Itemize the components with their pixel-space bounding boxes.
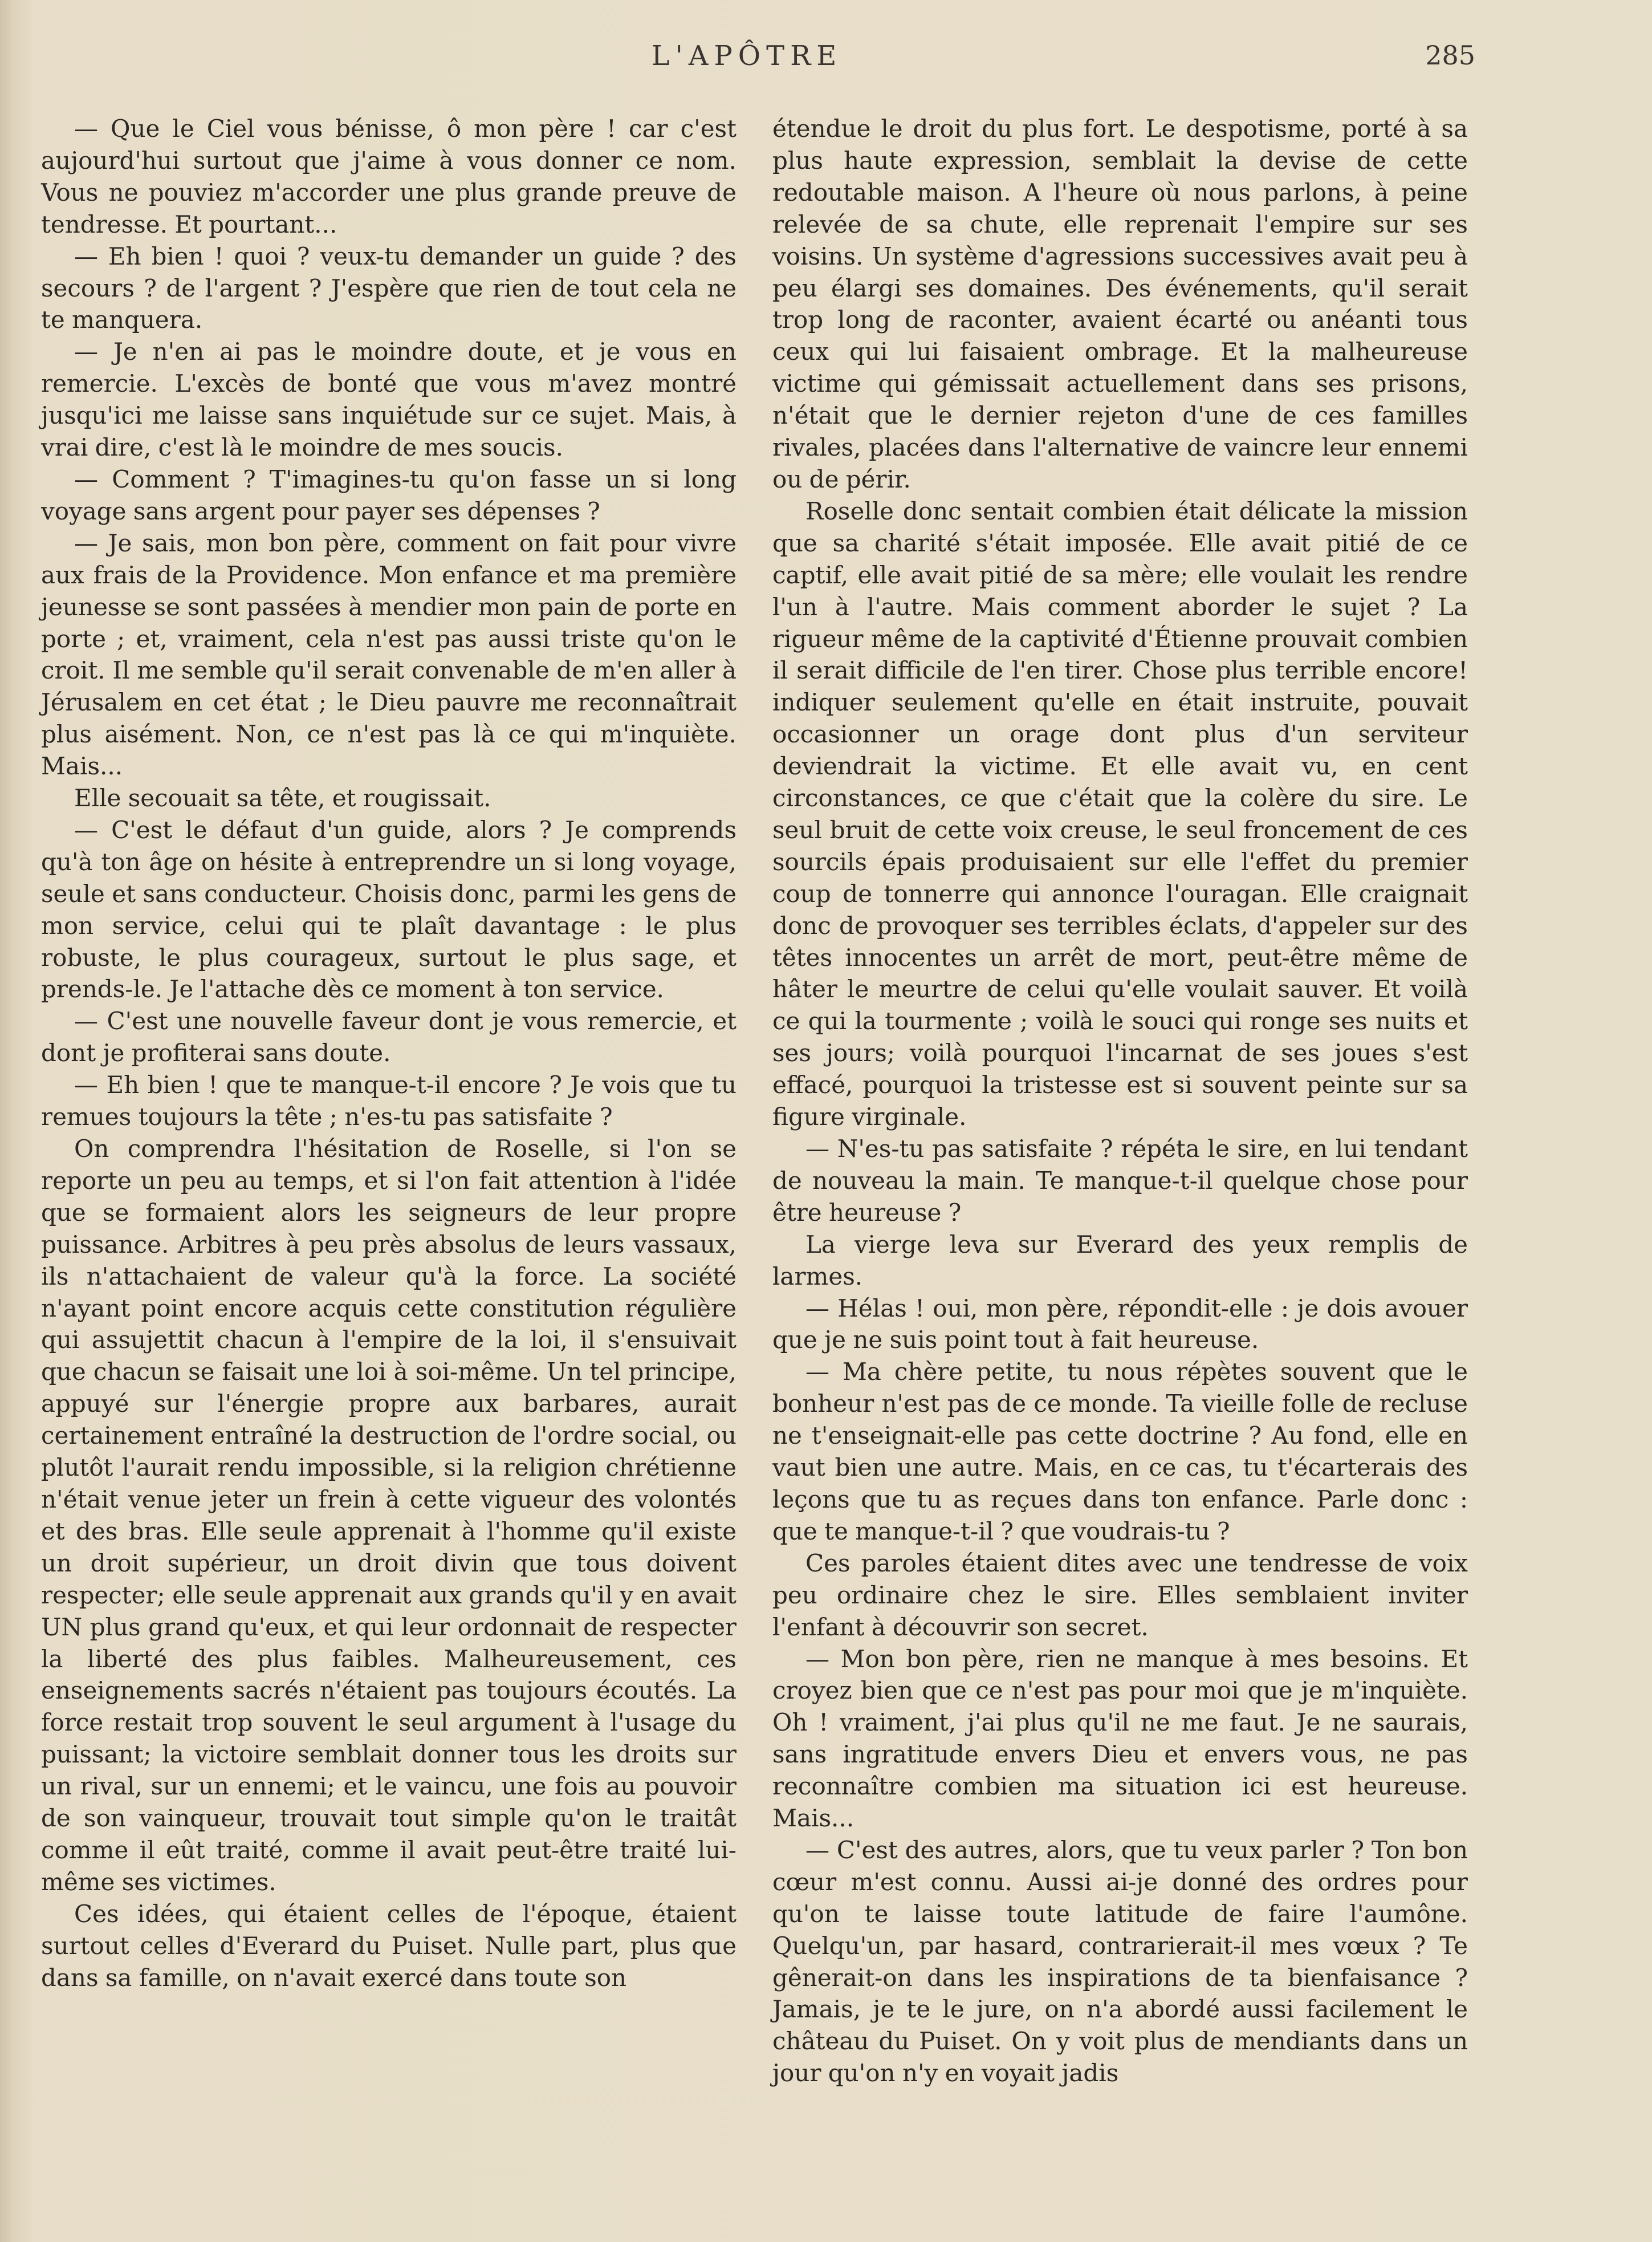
paragraph: — Eh bien ! quoi ? veux-tu demander un guide ? des secours ? de l'argent ? J'espère que rien de tout cela ne te manquera.	[41, 242, 737, 334]
paragraph: — Je n'en ai pas le moindre doute, et je vous en remercie. L'excès de bonté que vous m'avez montré jusqu'ici me laisse sans inquiétude sur ce sujet. Mais, à vrai dire, c'est là le moindre de mes soucis.	[41, 338, 737, 462]
paragraph: — Hélas ! oui, mon père, répondit-elle : je dois avouer que je ne suis point tout à fait heureuse.	[772, 1294, 1468, 1354]
right-column	[772, 113, 1468, 2089]
paragraph: — Eh bien ! que te manque-t-il encore ? Je vois que tu remues toujours la tête ; n'es-tu pas satisfaite ?	[41, 1071, 737, 1131]
paragraph: Elle secouait sa tête, et rougissait.	[74, 784, 491, 813]
paragraph: — Ma chère petite, tu nous répètes souvent que le bonheur n'est pas de ce monde. Ta vieille folle de recluse ne t'enseignait-elle pas cette doctrine ? Au fond, elle en vaut bien une autre. Mais, en ce cas, tu t'écarterais des leçons que tu as reçues dans ton enfance. Parle donc : que te manque-t-il ? que voudrais-tu ?	[772, 1358, 1468, 1545]
paragraph: — Comment ? T'imagines-tu qu'on fasse un si long voyage sans argent pour payer ses dépenses ?	[41, 465, 737, 525]
running-head: L'APÔTRE	[651, 40, 843, 72]
paragraph: Ces paroles étaient dites avec une tendresse de voix peu ordinaire chez le sire. Elles semblaient inviter l'enfant à découvrir son secret.	[772, 1549, 1468, 1641]
page-number: 285	[1425, 40, 1475, 71]
paragraph: — C'est des autres, alors, que tu veux parler ? Ton bon cœur m'est connu. Aussi ai-je donné des ordres pour qu'on te laisse toute latitude de faire l'aumône. Quelqu'un, par hasard, contrarierait-il mes vœux ? Te gênerait-on dans les inspirations de ta bienfaisance ? Jamais, je te le jure, on n'a abordé aussi facilement le château du Puiset. On y voit plus de mendiants dans un jour qu'on n'y en voyait jadis	[772, 1835, 1468, 2087]
paragraph: — Que le Ciel vous bénisse, ô mon père ! car c'est aujourd'hui surtout que j'aime à vous donner ce nom. Vous ne pouviez m'accorder une plus grande preuve de tendresse. Et pourtant...	[41, 115, 737, 238]
paragraph: — C'est une nouvelle faveur dont je vous remercie, et dont je profiterai sans doute.	[41, 1007, 737, 1067]
paragraph: — N'es-tu pas satisfaite ? répéta le sire, en lui tendant de nouveau la main. Te manque-t-il quelque chose pour être heureuse ?	[772, 1135, 1468, 1226]
paragraph: — Mon bon père, rien ne manque à mes besoins. Et croyez bien que ce n'est pas pour moi que je m'inquiète. Oh ! vraiment, j'ai plus qu'il ne me faut. Je ne saurais, sans ingratitude envers Dieu et envers vous, ne pas reconnaître combien ma situation ici est heureuse. Mais...	[772, 1644, 1468, 1833]
paragraph: — Je sais, mon bon père, comment on fait pour vivre aux frais de la Providence. Mon enfance et ma première jeunesse se sont passées à mendier mon pain de porte en porte ; et, vraiment, cela n'est pas aussi triste qu'on le croit. Il me semble qu'il serait convenable de m'en aller à Jérusalem en cet état ; le Dieu pauvre me reconnaîtrait plus aisément. Non, ce n'est pas là ce qui m'inquiète. Mais...	[41, 529, 737, 781]
paragraph: On comprendra l'hésitation de Roselle, si l'on se reporte un peu au temps, et si l'on fait attention à l'idée que se formaient alors les seigneurs de leur propre puissance. Arbitres à peu près absolus de leurs vassaux, ils n'attachaient de valeur qu'à la force. La société n'ayant point encore acquis cette constitution régulière qui assujettit chacun à l'empire de la loi, il s'ensuivait que chacun se faisait une loi à soi-même. Un tel principe, appuyé sur l'énergie propre aux barbares, aurait certainement entraîné la destruction de l'ordre social, ou plutôt l'aurait rendu impossible, si la religion chrétienne n'était venue jeter un frein à cette vigueur des volontés et des bras. Elle seule apprenait à l'homme qu'il existe un droit supérieur, un droit divin que tous doivent respecter; elle seule apprenait aux grands qu'il y en avait UN plus grand qu'eux, et qui leur ordonnait de respecter la liberté des plus faibles. Malheureusement, ces enseignements sacrés n'étaient pas toujours écoutés. La force restait trop souvent le seul argument à l'usage du puissant; la victoire semblait donner tous les droits sur un rival, sur un ennemi; et le vaincu, une fois au pouvoir de son vainqueur, trouvait tout simple qu'on le traitât comme il eût traité, comme il avait peut-être traité lui-même ses victimes.	[41, 1135, 737, 1896]
paragraph: Roselle donc sentait combien était délicate la mission que sa charité s'était imposée. Elle avait pitié de ce captif, elle avait pitié de sa mère; elle voulait les rendre l'un à l'autre. Mais comment aborder le sujet ? La rigueur même de la captivité d'Étienne prouvait combien il serait difficile de l'en tirer. Chose plus terrible encore! indiquer seulement qu'elle en était instruite, pouvait occasionner un orage dont plus d'un serviteur deviendrait la victime. Et elle avait vu, en cent circonstances, ce que c'était que la colère du sire. Le seul bruit de cette voix creuse, le seul froncement de ces sourcils épais produisaient sur elle l'effet du premier coup de tonnerre qui annonce l'ouragan. Elle craignait donc de provoquer ses terribles éclats, d'appeler sur des têtes innocentes un arrêt de mort, peut-être même de hâter le meurtre de celui qu'elle voulait sauver. Et voilà ce qui la tourmente ; voilà le souci qui ronge ses nuits et ses jours; voilà pourquoi l'incarnat de ses joues s'est effacé, pourquoi la tristesse est si souvent peinte sur sa figure virginale.	[772, 497, 1468, 1131]
paragraph: Ces idées, qui étaient celles de l'époque, étaient surtout celles d'Everard du Puiset. Nulle part, plus que dans sa famille, on n'avait exercé dans toute son	[41, 1899, 737, 1992]
paragraph: La vierge leva sur Everard des yeux remplis de larmes.	[772, 1230, 1468, 1290]
paragraph: — C'est le défaut d'un guide, alors ? Je comprends qu'à ton âge on hésite à entreprendre un si long voyage, seule et sans conducteur. Choisis donc, parmi les gens de mon service, celui qui te plaît davantage : le plus robuste, le plus courageux, surtout le plus sage, et prends-le. Je l'attache dès ce moment à ton service.	[41, 815, 737, 1004]
left-column	[41, 113, 737, 1993]
paragraph: étendue le droit du plus fort. Le despotisme, porté à sa plus haute expression, semblait la devise de cette redoutable maison. A l'heure où nous parlons, à peine relevée de sa chute, elle reprenait l'empire sur ses voisins. Un système d'agressions successives avait peu à peu élargi ses domaines. Des événements, qu'il serait trop long de raconter, avaient écarté ou anéanti tous ceux qui lui faisaient ombrage. Et la malheureuse victime qui gémissait actuellement dans ses prisons, n'était que le dernier rejeton d'une de ces familles rivales, placées dans l'alternative de vaincre leur ennemi ou de périr.	[772, 115, 1468, 493]
